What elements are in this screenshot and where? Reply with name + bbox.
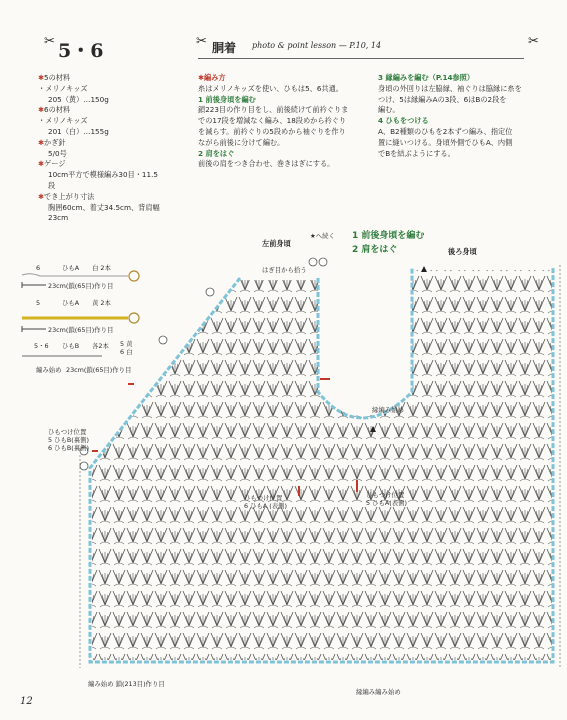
method-text: 糸はメリノキッズを使い、ひもは5、6共通。: [198, 83, 343, 93]
page-title: 胴着: [212, 41, 237, 55]
yarn-qty: 205（黄）…150g: [48, 94, 109, 104]
gauge-text: 段: [48, 180, 56, 190]
yarn-qty: 201（白）…155g: [48, 126, 109, 136]
step-heading: 4 ひもをつける: [378, 116, 429, 126]
method-text: つけ、5は縁編みAの3段、6はBの2段を: [378, 94, 507, 104]
page-number: 12: [20, 696, 33, 707]
cord-name: ひもA: [62, 264, 80, 272]
star-icon: ✱: [38, 105, 45, 115]
hook-size: 5/0号: [48, 148, 67, 158]
label-start-chain: 編み始め 鎖(213目)作り目: [88, 680, 165, 688]
cord-number: 6: [36, 264, 41, 272]
label-hem-start-bottom: 縁編み編み始め: [356, 688, 401, 696]
materials-heading-5: 5の材料: [44, 73, 71, 82]
cord-note: 白 2本: [92, 264, 111, 272]
method-text: 鎖223目の作り目をし、前後続けて前衿ぐりま: [198, 105, 349, 115]
cord-name: ひもA: [62, 299, 80, 307]
method-heading: 編み方: [204, 73, 226, 82]
star-icon: ✱: [38, 191, 45, 201]
label-continue: ★へ続く: [310, 232, 335, 240]
method-text: を減らす。前衿ぐりの5段めから袖ぐりを作り: [198, 126, 346, 136]
label-pickup: はぎ目から拾う: [262, 266, 307, 274]
label-tie-right-1: ひもつけ位置: [366, 491, 405, 499]
size-text: 胸囲60cm、着丈34.5cm、背肩幅: [48, 202, 160, 212]
step-heading: 2 肩をはぐ: [198, 148, 235, 158]
label-tie-left-1: ひもつけ位置: [48, 428, 87, 436]
armhole-edging: [318, 268, 412, 418]
cord-number: 5・6: [34, 342, 49, 350]
label-left-front: 左前身頃: [262, 239, 291, 248]
yarn-name: ・メリノキッズ: [38, 116, 88, 126]
gauge-text: 10cm平方で模様編み30目・11.5: [48, 170, 158, 180]
cord-chain-label: 23cm(鎖(65目)作り目: [48, 326, 114, 334]
size-heading: でき上がり寸法: [44, 191, 95, 201]
scissors-icon: ✂: [196, 34, 207, 49]
method-text: 編む。: [378, 105, 400, 115]
scissors-icon: ✂: [44, 34, 55, 49]
scissors-icon: ✂: [528, 34, 539, 49]
size-text: 23cm: [48, 213, 69, 223]
legend-step-2: 2 肩をはぐ: [352, 245, 398, 255]
label-tie-left-3: 6 ひもB(裏側): [48, 444, 90, 452]
page-subtitle: photo & point lesson — P.10, 14: [252, 41, 382, 50]
label-tie-left-2: 5 ひもB(裏側): [48, 436, 90, 444]
star-icon: ✱: [198, 73, 205, 82]
label-tie-right-2: 5 ひもA(表側): [366, 499, 408, 507]
cord-color-note: 5 黄: [120, 340, 133, 348]
label-hem-start: 縁編み始め: [372, 406, 404, 414]
cord-number: 5: [36, 299, 41, 307]
star-icon: ✱: [38, 73, 45, 82]
cord-note: 各2本: [92, 342, 109, 350]
materials-heading-6: 6の材料: [44, 105, 71, 115]
label-tie-mid-1: ひもつけ位置: [244, 494, 283, 502]
pattern-number: 5・6: [58, 40, 104, 62]
cord-start-label: 編み始め: [36, 366, 62, 374]
method-text: での17段を増減なく編み、18段めから衿ぐり: [198, 116, 347, 126]
method-text: 身頃の外回りは左脇縁、袖ぐりは脇縁に糸を: [378, 83, 522, 93]
cord-note: 黄 2本: [92, 299, 111, 307]
step-heading: 3 縁編みを編む（P.14参照）: [378, 73, 475, 82]
method-text: 前後の肩をつき合わせ、巻きはぎにする。: [198, 159, 335, 169]
star-icon: ✱: [38, 159, 45, 169]
method-text: でBを結ぶようにする。: [378, 148, 455, 158]
cord-color-note: 6 白: [120, 348, 133, 356]
method-text: 置に縫いつける。身頃外側でひもA、内側: [378, 137, 513, 147]
cord-chain-label: 23cm(鎖(65目)作り目: [66, 366, 132, 374]
hook-heading: かぎ針: [44, 137, 66, 147]
star-icon: ✱: [38, 137, 45, 147]
cord-chain-label: 23cm(鎖(65目)作り目: [48, 282, 114, 290]
yarn-name: ・メリノキッズ: [38, 83, 88, 93]
label-back: 後ろ身頃: [448, 247, 477, 256]
legend-step-1: 1 前後身頃を編む: [352, 231, 425, 241]
gauge-heading: ゲージ: [44, 159, 66, 169]
step-heading: 1 前後身頃を編む: [198, 94, 256, 104]
cord-name: ひもB: [62, 342, 80, 350]
label-tie-mid-2: 6 ひもA (表側): [244, 502, 288, 510]
method-text: ながら前後に分けて編む。: [198, 137, 285, 147]
method-text: A、B2種類のひもを2本ずつ編み、指定位: [378, 126, 513, 136]
